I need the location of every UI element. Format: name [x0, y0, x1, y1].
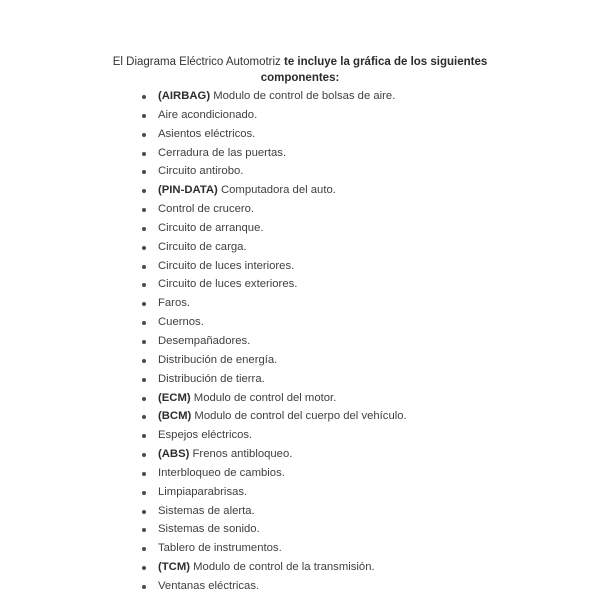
- bullet-icon: [142, 378, 146, 382]
- component-text: Circuito de carga.: [158, 240, 247, 253]
- list-item: [140, 162, 407, 181]
- list-item: [140, 483, 407, 502]
- bullet-icon: [142, 547, 146, 551]
- component-text: Distribución de tierra.: [158, 372, 265, 385]
- component-text: Asientos eléctricos.: [158, 127, 256, 140]
- bullet-icon: [142, 227, 146, 231]
- component-text: Aire acondicionado.: [158, 108, 258, 121]
- list-item: [140, 445, 407, 464]
- bullet-icon: [142, 359, 146, 363]
- component-text: Circuito antirobo.: [158, 165, 244, 178]
- bullet-icon: [142, 283, 146, 287]
- bullet-icon: [142, 434, 146, 438]
- component-text: Modulo de control del cuerpo del vehículo.: [194, 410, 407, 423]
- list-item: [140, 577, 407, 596]
- component-text: Sistemas de sonido.: [158, 523, 260, 536]
- component-text: Faros.: [158, 297, 191, 310]
- component-text: Interbloqueo de cambios.: [158, 466, 285, 479]
- list-item: [140, 370, 407, 389]
- list-item: [140, 106, 407, 125]
- list-item: [140, 332, 407, 351]
- bullet-icon: [142, 510, 146, 514]
- component-text: Modulo de control de la transmisión.: [193, 561, 375, 574]
- list-item: [140, 87, 407, 106]
- bullet-icon: [142, 246, 146, 250]
- bullet-icon: [142, 491, 146, 495]
- component-code: (ABS): [158, 448, 190, 461]
- component-code: (ECM): [158, 391, 191, 404]
- list-item: [140, 389, 407, 408]
- bullet-icon: [142, 133, 146, 137]
- list-item: [140, 125, 407, 144]
- component-text: Sistemas de alerta.: [158, 504, 255, 517]
- list-item: [140, 539, 407, 558]
- bullet-icon: [142, 265, 146, 269]
- component-text: Distribución de energía.: [158, 353, 278, 366]
- bullet-icon: [142, 170, 146, 174]
- bullet-icon: [142, 415, 146, 419]
- component-text: Cerradura de las puertas.: [158, 146, 287, 159]
- component-code: (BCM): [158, 410, 192, 423]
- list-item: [140, 200, 407, 219]
- bullet-icon: [142, 453, 146, 457]
- bullet-icon: [142, 152, 146, 156]
- bullet-icon: [142, 321, 146, 325]
- intro-plain-text: El Diagrama Eléctrico Automotriz: [112, 55, 285, 68]
- component-code: (TCM): [158, 561, 190, 574]
- bullet-icon: [142, 302, 146, 306]
- list-item: [140, 238, 407, 257]
- bullet-icon: [142, 189, 146, 193]
- intro-bold-text: te incluye la gráfica de los siguientes componentes:: [260, 55, 488, 84]
- component-text: Desempañadores.: [158, 334, 251, 347]
- component-text: Circuito de luces exteriores.: [158, 278, 298, 291]
- bullet-icon: [142, 397, 146, 401]
- component-text: Tablero de instrumentos.: [158, 542, 282, 555]
- component-text: Cuernos.: [158, 316, 204, 329]
- list-item: [140, 502, 407, 521]
- bullet-icon: [142, 472, 146, 476]
- component-text: Limpiaparabrisas.: [158, 485, 248, 498]
- component-text: Control de crucero.: [158, 203, 255, 216]
- bullet-icon: [142, 208, 146, 212]
- component-text: Circuito de luces interiores.: [158, 259, 295, 272]
- intro-paragraph: [110, 54, 490, 86]
- bullet-icon: [142, 114, 146, 118]
- bullet-icon: [142, 340, 146, 344]
- component-text: Espejos eléctricos.: [158, 429, 253, 442]
- component-text: Circuito de arranque.: [158, 221, 264, 234]
- component-text: Ventanas eléctricas.: [158, 579, 260, 592]
- bullet-icon: [142, 95, 146, 99]
- bullet-icon: [142, 585, 146, 589]
- list-item: [140, 407, 407, 426]
- component-text: Modulo de control del motor.: [193, 391, 337, 404]
- bullet-icon: [142, 528, 146, 532]
- component-text: Computadora del auto.: [220, 184, 336, 197]
- list-item: [140, 558, 407, 577]
- list-item: [140, 257, 407, 276]
- list-item: [140, 520, 407, 539]
- list-item: [140, 313, 407, 332]
- list-item: [140, 219, 407, 238]
- list-item: [140, 144, 407, 163]
- list-item: [140, 351, 407, 370]
- bullet-icon: [142, 566, 146, 570]
- list-item: [140, 275, 407, 294]
- list-item: [140, 181, 407, 200]
- component-code: (AIRBAG): [158, 90, 211, 102]
- component-code: (PIN-DATA): [158, 184, 218, 197]
- components-list: [140, 87, 407, 596]
- component-text: Frenos antibloqueo.: [192, 448, 293, 461]
- list-item: [140, 426, 407, 445]
- list-item: [140, 464, 407, 483]
- component-text: Modulo de control de bolsas de aire.: [213, 90, 396, 102]
- list-item: [140, 294, 407, 313]
